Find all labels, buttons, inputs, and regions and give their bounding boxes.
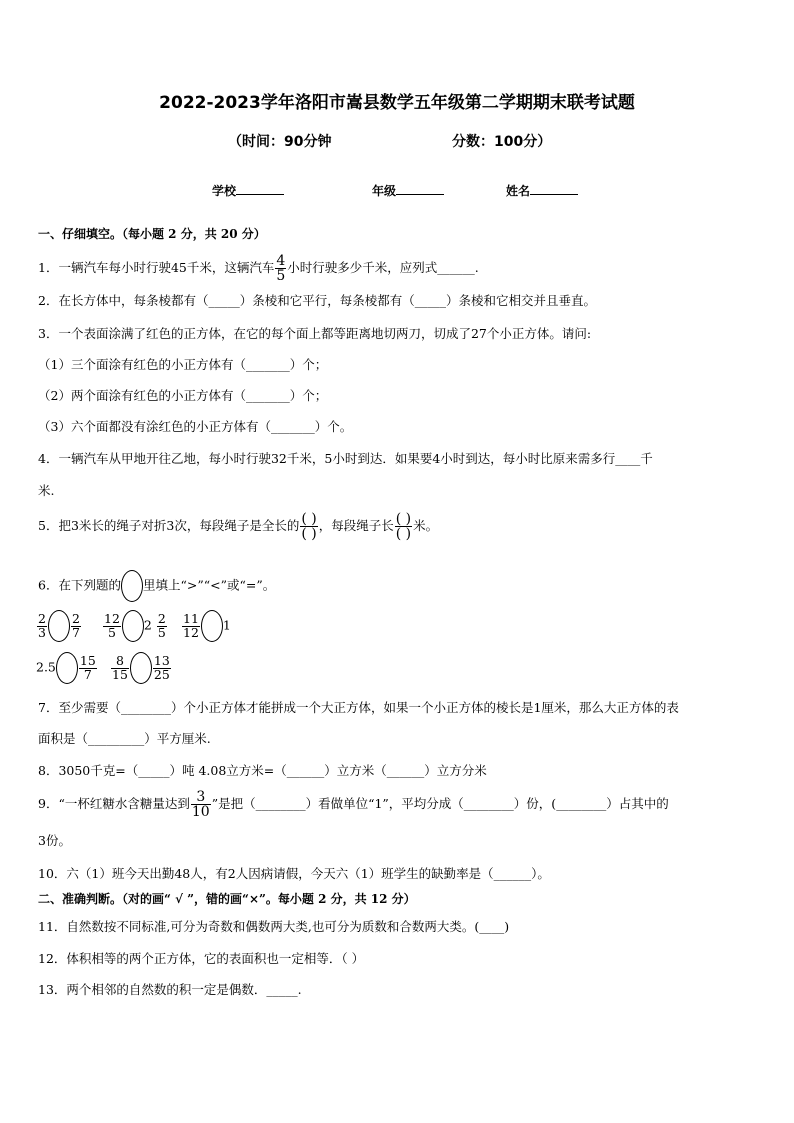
- q6-r2i1-a: 2.5: [36, 659, 56, 675]
- school-label: 学校: [212, 184, 237, 198]
- q6-r1i1-a: [37, 613, 47, 639]
- denominator: 5: [103, 626, 121, 640]
- q5-fraction-2: [395, 512, 412, 541]
- numerator: 2: [71, 611, 80, 626]
- denominator: 7: [79, 668, 97, 682]
- q5-f2-num[interactable]: ( ): [395, 511, 412, 527]
- q1-den: 5: [276, 268, 286, 284]
- denominator: 3: [38, 624, 46, 640]
- question-5: [38, 512, 438, 541]
- q9-post: ”是把（________）看做单位“1”，平均分成（________）份，(________）占其中的: [211, 796, 669, 811]
- name-label: 姓名: [506, 184, 531, 198]
- time-label: （时间：90分钟: [228, 134, 332, 150]
- q6-r1i2-b: 2: [143, 617, 152, 633]
- q5-post: 米。: [413, 518, 439, 533]
- answer-oval[interactable]: [48, 610, 70, 642]
- numerator: 2: [38, 611, 46, 626]
- q5-f1-den[interactable]: ( ): [301, 526, 317, 542]
- q6-row1-item2: [102, 610, 168, 642]
- q9-fraction: [191, 790, 211, 819]
- question-7-line1: 7．至少需要（________）个小正方体才能拼成一个大正方体，如果一个小正方体的棱长是1厘米，那么大正方体的表: [38, 700, 679, 715]
- question-10: 10．六（1）班今天出勤48人，有2人因病请假，今天六（1）班学生的缺勤率是（______）。: [38, 866, 550, 881]
- q6-row2-item2: [110, 652, 172, 684]
- question-4-line1: 4．一辆汽车从甲地开往乙地，每小时行驶32千米，5小时到达．如果要4小时到达，每小时比原来需多行____千: [38, 451, 653, 466]
- grade-label: 年级: [372, 184, 397, 198]
- question-8: 8．3050千克=（_____）吨 4.08立方米=（______）立方米（______）立方分米: [38, 763, 487, 778]
- q6-r2i1-b: [79, 655, 97, 681]
- numerator: 12: [104, 611, 120, 626]
- question-2: 2．在长方体中，每条棱都有（_____）条棱和它平行，每条棱都有（_____）条棱和它相交并且垂直。: [38, 293, 596, 308]
- numerator: 11: [183, 611, 199, 626]
- answer-oval[interactable]: [130, 652, 152, 684]
- q6-r1i3-a: [182, 613, 200, 639]
- answer-oval[interactable]: [201, 610, 223, 642]
- q9-den: 10: [191, 804, 210, 820]
- grade-field[interactable]: [372, 182, 444, 199]
- question-6: [38, 570, 275, 602]
- q9-num: 3: [196, 789, 206, 805]
- question-9: [38, 790, 669, 819]
- q5-f2-den[interactable]: ( ): [395, 526, 412, 542]
- numerator: 2: [157, 611, 166, 626]
- question-7-line2: 面积是（_________）平方厘米.: [38, 731, 211, 746]
- grade-blank[interactable]: [396, 182, 444, 195]
- question-13: 13．两个相邻的自然数的积一定是偶数．_____.: [38, 982, 302, 997]
- question-3-3: （3）六个面都没有涂红色的小正方体有（_______）个。: [38, 419, 353, 434]
- section1-title: 一、仔细填空。（每小题 2 分，共 20 分）: [38, 227, 266, 241]
- question-11: 11．自然数按不同标准,可分为奇数和偶数两大类,也可分为质数和合数两大类。(____): [38, 919, 510, 934]
- denominator: 7: [71, 624, 80, 640]
- question-3-1: （1）三个面涂有红色的小正方体有（_______）个；: [38, 357, 328, 372]
- q1-pre: 1．一辆汽车每小时行驶45千米，这辆汽车: [38, 260, 275, 275]
- q6-pre: 6．在下列题的: [38, 577, 121, 593]
- q6-r1i2-a: [103, 613, 121, 639]
- numerator: 13: [153, 653, 170, 668]
- denominator: 5: [157, 624, 166, 640]
- score-label: 分数：100分）: [452, 134, 552, 150]
- q6-row1-item3: [181, 610, 231, 642]
- q6-r2i2-a: [111, 655, 129, 681]
- q9-pre: 9．“一杯红糖水含糖量达到: [38, 796, 190, 811]
- question-4-line2: 米.: [38, 483, 55, 498]
- school-blank[interactable]: [236, 182, 284, 195]
- section2-title: 二、准确判断。（对的画“ √ ”，错的画“×”。每小题 2 分，共 12 分）: [38, 892, 416, 906]
- q5-mid: ，每段绳子长: [318, 518, 394, 533]
- q5-pre: 5．把3米长的绳子对折3次，每段绳子是全长的: [38, 518, 300, 533]
- q6-row2-item1: [36, 652, 98, 684]
- denominator: 15: [112, 666, 128, 682]
- q6-r1i3-b: 1: [222, 617, 231, 633]
- denominator: 25: [153, 666, 170, 682]
- q6-row1-item1: [36, 610, 82, 642]
- denominator: 12: [183, 624, 199, 640]
- name-field[interactable]: [506, 182, 578, 199]
- page-title: 2022-2023学年洛阳市嵩县数学五年级第二学期期末联考试题: [159, 93, 635, 113]
- numerator: 15: [79, 653, 96, 668]
- question-9-line2: 3份。: [38, 833, 71, 848]
- q6-r1i1-b: [71, 613, 81, 639]
- question-1: [38, 254, 479, 283]
- answer-oval[interactable]: [122, 610, 144, 642]
- question-3: 3．一个表面涂满了红色的正方体，在它的每个面上都等距离地切两刀，切成了27个小正方体。请问:: [38, 326, 592, 341]
- q5-fraction-1: [300, 512, 317, 541]
- question-12: 12．体积相等的两个正方体，它的表面积也一定相等．（ ）: [38, 951, 365, 966]
- q5-f1-num[interactable]: ( ): [301, 511, 317, 527]
- answer-oval[interactable]: [56, 652, 78, 684]
- q6-r1i2-c: [157, 613, 167, 639]
- question-3-2: （2）两个面涂有红色的小正方体有（_______）个；: [38, 388, 328, 403]
- numerator: 8: [115, 653, 124, 668]
- school-field[interactable]: [212, 182, 284, 199]
- q6-post: 里填上“>”“<”或“=”。: [142, 577, 276, 593]
- comparison-oval-icon: [121, 570, 143, 602]
- q1-num: 4: [276, 253, 286, 269]
- q1-post: 小时行驶多少千米，应列式______.: [287, 260, 479, 275]
- q6-r2i2-b: [153, 655, 171, 681]
- q1-fraction: [275, 254, 286, 283]
- name-blank[interactable]: [530, 182, 578, 195]
